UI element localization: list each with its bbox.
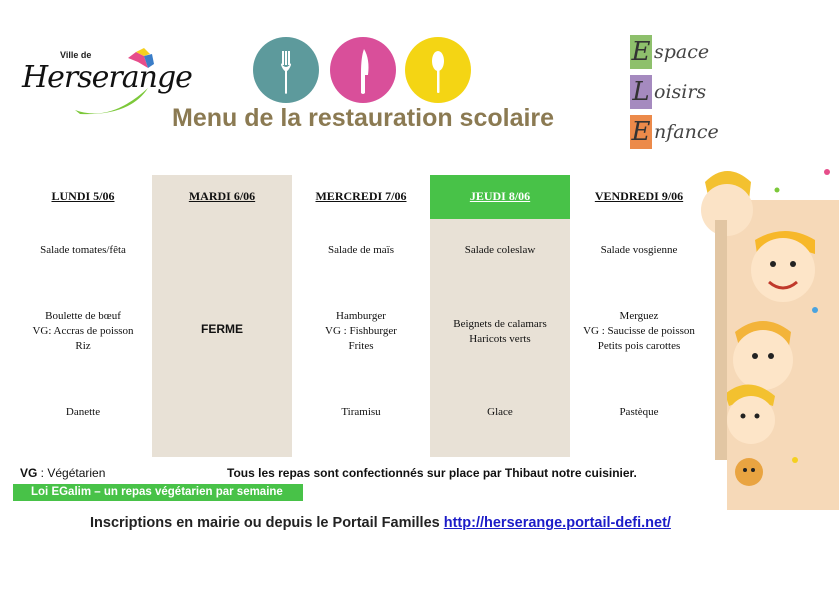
ele-word: nfance: [654, 121, 719, 143]
plat-line: Beignets de calamars: [453, 318, 547, 330]
ele-row-enfance: [630, 115, 750, 155]
dessert-cell: Pastèque: [619, 406, 659, 418]
page-title: Menu de la restauration scolaire: [172, 104, 555, 132]
closed-label: FERME: [201, 322, 243, 336]
knife-icon: [330, 37, 396, 103]
plat-line: VG : Saucisse de poisson: [583, 325, 695, 337]
portal-link[interactable]: http://herserange.portail-defi.net/: [443, 515, 671, 531]
entree-cell: Salade vosgienne: [600, 244, 678, 256]
ele-letter: E: [631, 117, 651, 147]
spoon-icon: [405, 37, 471, 103]
plat-line: Frites: [348, 340, 374, 352]
logo-small-text: Ville de: [60, 50, 92, 60]
ele-letter: L: [630, 75, 652, 109]
plat-cell: [430, 317, 570, 347]
vg-abbrev: VG: [20, 466, 38, 480]
fork-circle: [253, 37, 319, 103]
knife-circle: [330, 37, 396, 103]
entree-cell: Salade tomates/fêta: [40, 244, 126, 256]
fork-icon: [253, 37, 319, 103]
ele-letter: E: [631, 37, 651, 67]
herserange-logo: [20, 48, 192, 126]
plat-line: Petits pois carottes: [597, 340, 681, 352]
day-header: JEUDI 8/06: [430, 175, 570, 219]
day-column-jeudi: [430, 175, 570, 457]
footer-inscriptions: [90, 515, 671, 531]
plat-line: VG: Accras de poisson: [32, 325, 134, 337]
children-peeking-icon: [665, 160, 839, 510]
plat-line: Haricots verts: [469, 333, 531, 345]
ele-row-espace: [630, 35, 750, 75]
ele-row-loisirs: [630, 75, 750, 115]
plat-line: Merguez: [619, 310, 659, 322]
ele-word: space: [654, 41, 710, 63]
vg-definition: : Végétarien: [37, 466, 106, 480]
day-header: LUNDI 5/06: [51, 189, 115, 203]
vg-legend: [20, 466, 105, 480]
day-column-lundi: [13, 175, 153, 457]
day-column-mardi: [152, 175, 292, 457]
entree-cell: Salade coleslaw: [464, 244, 536, 256]
logo-big-text: Herserange: [22, 60, 192, 95]
entree-cell: Salade de maïs: [328, 244, 394, 256]
children-illustration: [665, 160, 839, 510]
footer-text: Inscriptions en mairie ou depuis le Portail Familles: [90, 515, 444, 531]
dessert-cell: Danette: [65, 406, 101, 418]
dessert-cell: Tiramisu: [341, 406, 381, 418]
plat-cell: [13, 309, 153, 354]
plat-cell: [291, 309, 431, 354]
plat-line: Boulette de bœuf: [45, 310, 121, 322]
spoon-circle: [405, 37, 471, 103]
ele-word: oisirs: [654, 81, 707, 103]
plat-line: Hamburger: [336, 310, 386, 322]
chef-note: Tous les repas sont confectionnés sur place par Thibaut notre cuisinier.: [227, 466, 637, 480]
egalim-banner: Loi EGalim – un repas végétarien par semaine: [13, 484, 303, 501]
day-column-mercredi: [291, 175, 431, 457]
dessert-cell: Glace: [487, 406, 513, 418]
espace-loisirs-enfance-logo: [630, 35, 750, 155]
day-header: VENDREDI 9/06: [594, 189, 684, 203]
day-header: MARDI 6/06: [188, 189, 256, 203]
day-header: MERCREDI 7/06: [315, 189, 407, 203]
plat-line: VG : Fishburger: [325, 325, 397, 337]
plat-line: Riz: [75, 340, 91, 352]
